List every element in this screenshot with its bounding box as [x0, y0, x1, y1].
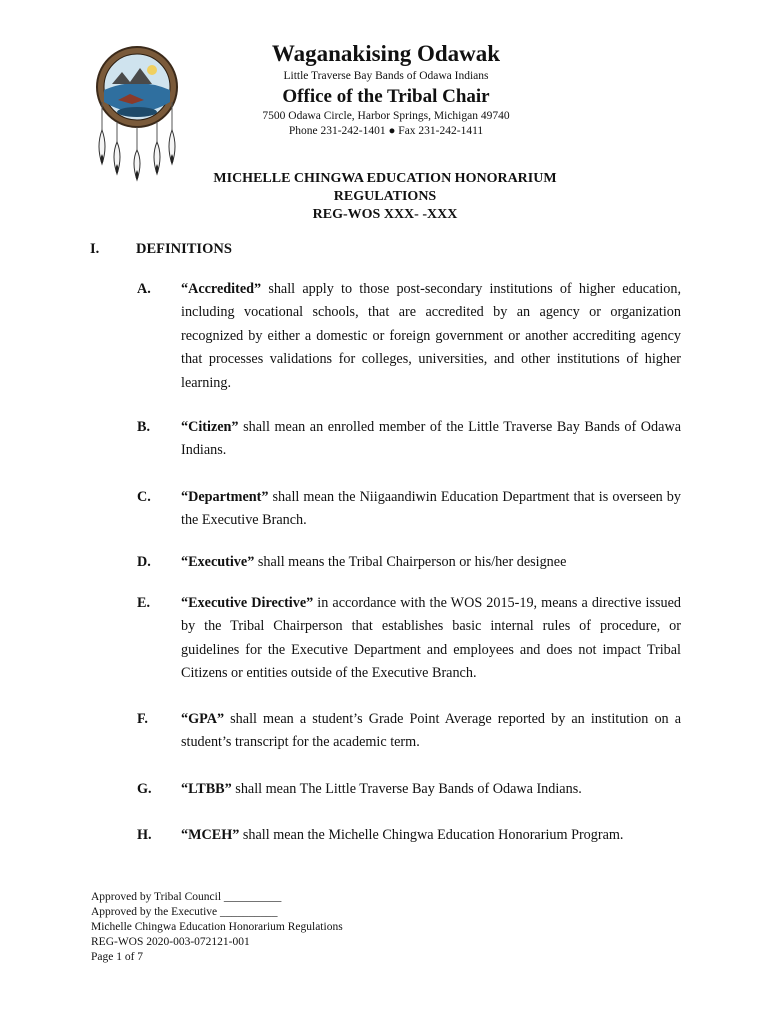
definition-body — [181, 778, 681, 801]
definition-item — [137, 778, 681, 801]
definition-term: “GPA” — [181, 711, 225, 727]
definition-term: “Accredited” — [181, 281, 262, 297]
definition-letter: C. — [137, 489, 151, 505]
title-line-2: REGULATIONS — [333, 189, 437, 204]
definition-term: “Executive Directive” — [181, 595, 314, 611]
definition-letter: B. — [137, 419, 151, 435]
address-line: 7500 Odawa Circle, Harbor Springs, Michigan 49740 — [262, 110, 510, 122]
definition-text: shall means the Tribal Chairperson or his/her designee — [254, 554, 567, 570]
definition-item — [137, 416, 681, 463]
definition-term: “Executive” — [181, 554, 255, 570]
definition-body — [181, 592, 681, 686]
footer-page-number: Page 1 of 7 — [91, 951, 144, 963]
definition-item — [137, 592, 681, 686]
letterhead — [200, 40, 572, 139]
definition-item — [137, 278, 681, 395]
definition-letter: E. — [137, 595, 151, 611]
definition-text: shall apply to those post-secondary institutions of higher education, including vocational schools, that are accredited by an agency or organization recognized by either a domestic or foreign government or another accrediting agency that processes validations for colleges, universities, and other institutions of higher learning. — [181, 281, 681, 391]
definition-text: shall mean a student’s Grade Point Average reported by an institution on a student’s transcript for the academic term. — [181, 711, 681, 751]
definition-letter: A. — [137, 281, 151, 297]
definition-letter: H. — [137, 827, 152, 843]
definition-term: “Department” — [181, 489, 269, 505]
definition-body — [181, 486, 681, 533]
org-subtitle: Little Traverse Bay Bands of Odawa Indians — [283, 70, 489, 82]
footer-regulation-number: REG-WOS 2020-003-072121-001 — [91, 936, 250, 948]
definition-body — [181, 416, 681, 463]
title-line-1: MICHELLE CHINGWA EDUCATION HONORARIUM — [213, 171, 557, 186]
definition-letter: D. — [137, 554, 151, 570]
definition-item — [137, 708, 681, 755]
definition-letter: G. — [137, 781, 152, 797]
definition-term: “Citizen” — [181, 419, 239, 435]
document-title — [120, 170, 650, 224]
office-name: Office of the Tribal Chair — [282, 86, 490, 107]
definition-item — [137, 824, 681, 847]
page-footer — [91, 890, 343, 965]
definition-text: shall mean The Little Traverse Bay Bands of Odawa Indians. — [231, 781, 582, 797]
footer-document-name: Michelle Chingwa Education Honorarium Regulations — [91, 921, 343, 933]
definition-body — [181, 708, 681, 755]
definition-body — [181, 824, 681, 847]
section-title: DEFINITIONS — [136, 241, 232, 257]
definition-term: “MCEH” — [181, 827, 240, 843]
definition-text: in accordance with the WOS 2015-19, means a directive issued by the Tribal Chairperson that establishes basic internal rules of procedure, or guidelines for the Executive Department and employees and does not impact Tribal Citizens or entities outside of the Executive Branch. — [181, 595, 681, 682]
definition-term: “LTBB” — [181, 781, 232, 797]
definition-item — [137, 486, 681, 533]
title-line-3: REG-WOS XXX- -XXX — [312, 207, 458, 222]
definition-body — [181, 278, 681, 395]
org-name: Waganakising Odawak — [271, 41, 501, 66]
definition-text: shall mean the Niigaandiwin Education Department that is overseen by the Executive Branch. — [181, 489, 681, 529]
footer-council-approval: Approved by Tribal Council __________ — [91, 891, 282, 903]
footer-executive-approval: Approved by the Executive __________ — [91, 906, 278, 918]
phone-fax-line: Phone 231-242-1401 ● Fax 231-242-1411 — [288, 125, 484, 137]
definition-body — [181, 551, 681, 574]
definition-item — [137, 551, 681, 574]
definition-text: shall mean an enrolled member of the Little Traverse Bay Bands of Odawa Indians. — [181, 419, 681, 459]
tribal-seal-icon — [92, 42, 182, 182]
section-number: I. — [90, 241, 100, 257]
definition-letter: F. — [137, 711, 148, 727]
definition-text: shall mean the Michelle Chingwa Education Honorarium Program. — [239, 827, 624, 843]
